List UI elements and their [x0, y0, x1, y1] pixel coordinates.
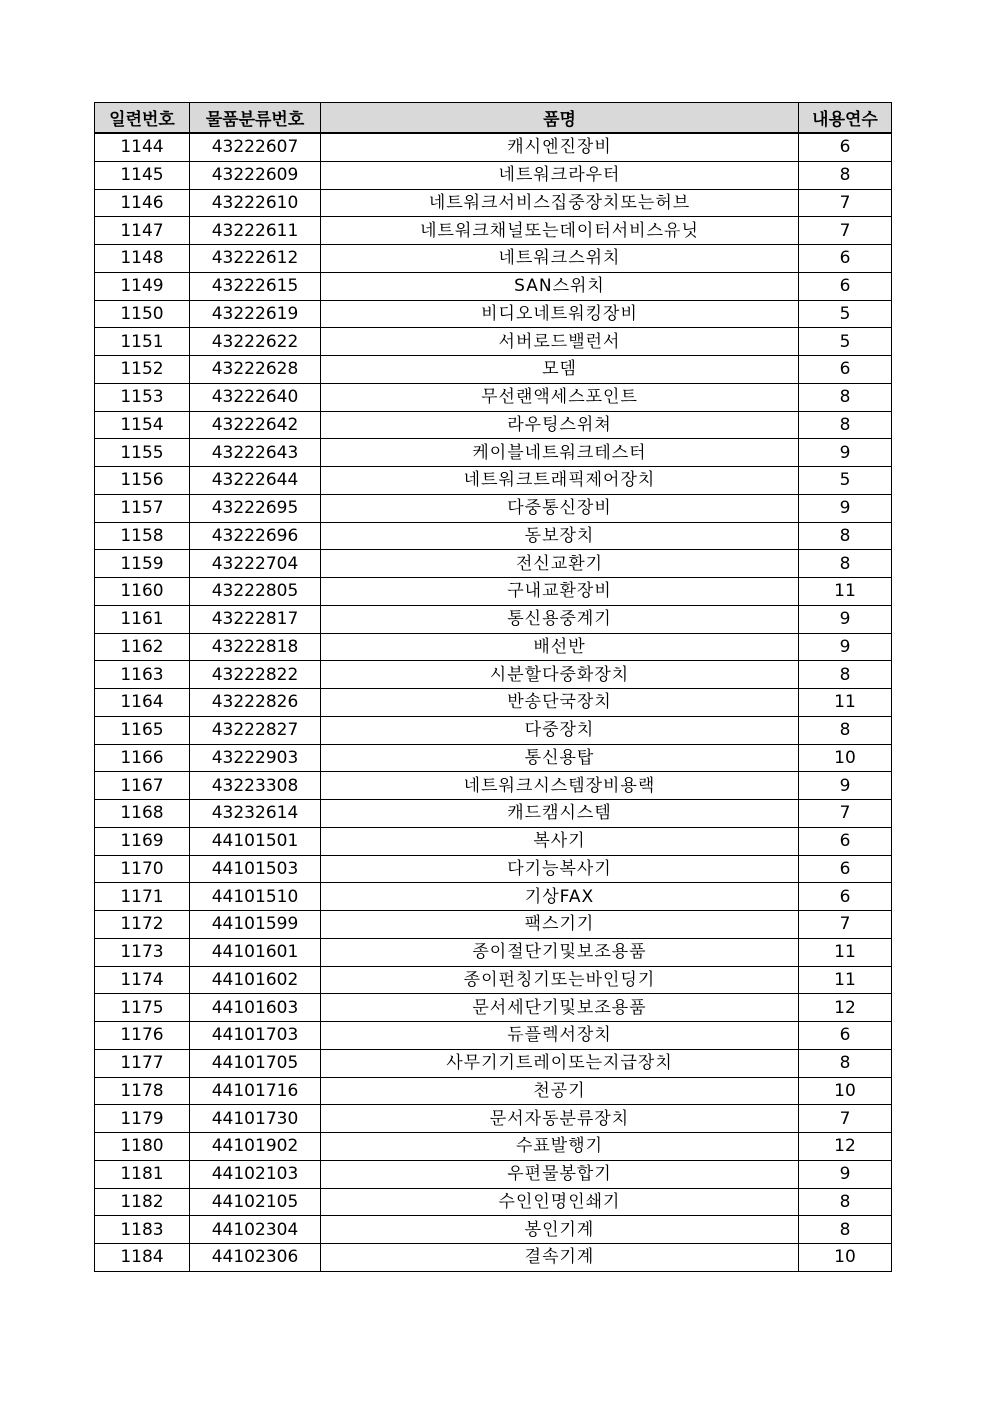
serial-number-cell: 1184: [95, 1244, 190, 1272]
classification-number-cell: 44101703: [190, 1022, 321, 1050]
classification-number-cell: 43222822: [190, 661, 321, 689]
table-row: [95, 550, 892, 578]
header-item-name: 품명: [321, 103, 799, 134]
item-name-cell: 네트워크라우터: [321, 161, 799, 189]
table-row: [95, 772, 892, 800]
classification-number-cell: 44101602: [190, 966, 321, 994]
serial-number-cell: 1182: [95, 1188, 190, 1216]
classification-number-cell: 43222644: [190, 467, 321, 495]
useful-life-cell: 8: [799, 661, 892, 689]
classification-number-cell: 44102304: [190, 1216, 321, 1244]
useful-life-cell: 8: [799, 1188, 892, 1216]
useful-life-cell: 7: [799, 217, 892, 245]
classification-number-cell: 44101603: [190, 994, 321, 1022]
classification-number-cell: 43222611: [190, 217, 321, 245]
useful-life-cell: 11: [799, 938, 892, 966]
table-row: [95, 716, 892, 744]
useful-life-cell: 8: [799, 1049, 892, 1077]
useful-life-cell: 9: [799, 605, 892, 633]
item-name-cell: 구내교환장비: [321, 578, 799, 606]
item-name-cell: 문서자동분류장치: [321, 1105, 799, 1133]
item-name-cell: 케이블네트워크테스터: [321, 439, 799, 467]
header-classification-number: 물품분류번호: [190, 103, 321, 134]
table-row: [95, 1216, 892, 1244]
serial-number-cell: 1178: [95, 1077, 190, 1105]
useful-life-cell: 6: [799, 883, 892, 911]
item-name-cell: 수표발행기: [321, 1133, 799, 1161]
serial-number-cell: 1146: [95, 189, 190, 217]
item-name-cell: 기상FAX: [321, 883, 799, 911]
table-row: [95, 994, 892, 1022]
table-row: [95, 966, 892, 994]
item-name-cell: 캐드캠시스템: [321, 800, 799, 828]
serial-number-cell: 1160: [95, 578, 190, 606]
classification-number-cell: 43222607: [190, 133, 321, 161]
table-row: [95, 494, 892, 522]
table-row: [95, 1077, 892, 1105]
serial-number-cell: 1147: [95, 217, 190, 245]
classification-number-cell: 43222818: [190, 633, 321, 661]
item-name-cell: 네트워크시스템장비용랙: [321, 772, 799, 800]
table-header: [95, 103, 892, 134]
serial-number-cell: 1149: [95, 272, 190, 300]
table-row: [95, 300, 892, 328]
serial-number-cell: 1168: [95, 800, 190, 828]
serial-number-cell: 1145: [95, 161, 190, 189]
classification-number-cell: 44102105: [190, 1188, 321, 1216]
table-row: [95, 1133, 892, 1161]
table-row: [95, 383, 892, 411]
item-name-cell: 다기능복사기: [321, 855, 799, 883]
useful-life-cell: 8: [799, 522, 892, 550]
serial-number-cell: 1171: [95, 883, 190, 911]
classification-number-cell: 43222619: [190, 300, 321, 328]
table-row: [95, 272, 892, 300]
classification-number-cell: 44101601: [190, 938, 321, 966]
useful-life-cell: 6: [799, 272, 892, 300]
useful-life-cell: 9: [799, 772, 892, 800]
serial-number-cell: 1150: [95, 300, 190, 328]
item-name-cell: 전신교환기: [321, 550, 799, 578]
serial-number-cell: 1162: [95, 633, 190, 661]
serial-number-cell: 1176: [95, 1022, 190, 1050]
table-row: [95, 911, 892, 939]
table-row: [95, 245, 892, 273]
table-row: [95, 605, 892, 633]
table-row: [95, 1105, 892, 1133]
serial-number-cell: 1153: [95, 383, 190, 411]
useful-life-cell: 5: [799, 328, 892, 356]
table-row: [95, 328, 892, 356]
header-useful-life: 내용연수: [799, 103, 892, 134]
classification-number-cell: 43222622: [190, 328, 321, 356]
useful-life-cell: 8: [799, 411, 892, 439]
useful-life-cell: 9: [799, 1160, 892, 1188]
item-name-cell: 문서세단기및보조용품: [321, 994, 799, 1022]
classification-number-cell: 44101705: [190, 1049, 321, 1077]
classification-number-cell: 43223308: [190, 772, 321, 800]
classification-number-cell: 43222612: [190, 245, 321, 273]
classification-number-cell: 43222704: [190, 550, 321, 578]
classification-number-cell: 44101501: [190, 827, 321, 855]
serial-number-cell: 1179: [95, 1105, 190, 1133]
item-name-cell: 복사기: [321, 827, 799, 855]
useful-life-cell: 11: [799, 578, 892, 606]
serial-number-cell: 1177: [95, 1049, 190, 1077]
serial-number-cell: 1169: [95, 827, 190, 855]
table-row: [95, 1188, 892, 1216]
useful-life-cell: 10: [799, 1244, 892, 1272]
classification-number-cell: 43222826: [190, 689, 321, 717]
classification-number-cell: 44101902: [190, 1133, 321, 1161]
item-name-cell: 다중장치: [321, 716, 799, 744]
serial-number-cell: 1151: [95, 328, 190, 356]
classification-number-cell: 43232614: [190, 800, 321, 828]
serial-number-cell: 1181: [95, 1160, 190, 1188]
serial-number-cell: 1180: [95, 1133, 190, 1161]
classification-number-cell: 43222615: [190, 272, 321, 300]
item-name-cell: 봉인기계: [321, 1216, 799, 1244]
serial-number-cell: 1158: [95, 522, 190, 550]
useful-life-cell: 8: [799, 550, 892, 578]
table-row: [95, 1160, 892, 1188]
useful-life-cell: 9: [799, 494, 892, 522]
table-row: [95, 439, 892, 467]
item-name-cell: 네트워크채널또는데이터서비스유닛: [321, 217, 799, 245]
table-row: [95, 578, 892, 606]
item-name-cell: 천공기: [321, 1077, 799, 1105]
serial-number-cell: 1148: [95, 245, 190, 273]
serial-number-cell: 1165: [95, 716, 190, 744]
item-name-cell: 종이절단기및보조용품: [321, 938, 799, 966]
item-name-cell: 듀플렉서장치: [321, 1022, 799, 1050]
useful-life-cell: 5: [799, 300, 892, 328]
table-row: [95, 855, 892, 883]
classification-number-cell: 43222903: [190, 744, 321, 772]
serial-number-cell: 1152: [95, 356, 190, 384]
item-name-cell: 통신용탑: [321, 744, 799, 772]
classification-number-cell: 43222642: [190, 411, 321, 439]
table-row: [95, 189, 892, 217]
useful-life-cell: 6: [799, 1022, 892, 1050]
serial-number-cell: 1144: [95, 133, 190, 161]
classification-number-cell: 43222640: [190, 383, 321, 411]
table-row: [95, 661, 892, 689]
item-name-cell: 비디오네트워킹장비: [321, 300, 799, 328]
table-row: [95, 827, 892, 855]
useful-life-cell: 12: [799, 994, 892, 1022]
serial-number-cell: 1163: [95, 661, 190, 689]
serial-number-cell: 1172: [95, 911, 190, 939]
serial-number-cell: 1155: [95, 439, 190, 467]
table-row: [95, 217, 892, 245]
classification-number-cell: 43222628: [190, 356, 321, 384]
item-name-cell: 캐시엔진장비: [321, 133, 799, 161]
useful-life-cell: 9: [799, 439, 892, 467]
table-row: [95, 744, 892, 772]
table-row: [95, 938, 892, 966]
serial-number-cell: 1161: [95, 605, 190, 633]
classification-number-cell: 43222610: [190, 189, 321, 217]
table-body: [95, 133, 892, 1271]
classification-number-cell: 43222643: [190, 439, 321, 467]
serial-number-cell: 1157: [95, 494, 190, 522]
useful-life-cell: 8: [799, 716, 892, 744]
item-name-cell: 라우팅스위쳐: [321, 411, 799, 439]
serial-number-cell: 1164: [95, 689, 190, 717]
useful-life-cell: 8: [799, 1216, 892, 1244]
classification-number-cell: 44101730: [190, 1105, 321, 1133]
item-name-cell: 팩스기기: [321, 911, 799, 939]
table-row: [95, 689, 892, 717]
item-name-cell: 결속기계: [321, 1244, 799, 1272]
item-name-cell: 반송단국장치: [321, 689, 799, 717]
useful-life-cell: 12: [799, 1133, 892, 1161]
useful-life-cell: 6: [799, 245, 892, 273]
classification-number-cell: 43222609: [190, 161, 321, 189]
item-name-cell: 다중통신장비: [321, 494, 799, 522]
item-name-cell: 사무기기트레이또는지급장치: [321, 1049, 799, 1077]
useful-life-cell: 11: [799, 689, 892, 717]
item-name-cell: 네트워크서비스집중장치또는허브: [321, 189, 799, 217]
table-row: [95, 133, 892, 161]
useful-life-cell: 10: [799, 744, 892, 772]
table-row: [95, 411, 892, 439]
serial-number-cell: 1159: [95, 550, 190, 578]
item-name-cell: 네트워크스위치: [321, 245, 799, 273]
item-name-cell: 시분할다중화장치: [321, 661, 799, 689]
header-serial-number: 일련번호: [95, 103, 190, 134]
serial-number-cell: 1173: [95, 938, 190, 966]
table-row: [95, 356, 892, 384]
useful-life-cell: 7: [799, 1105, 892, 1133]
item-name-cell: 모뎀: [321, 356, 799, 384]
serial-number-cell: 1166: [95, 744, 190, 772]
useful-life-cell: 8: [799, 383, 892, 411]
table-row: [95, 467, 892, 495]
useful-life-cell: 6: [799, 827, 892, 855]
table-row: [95, 161, 892, 189]
item-name-cell: 종이펀칭기또는바인딩기: [321, 966, 799, 994]
table-row: [95, 1049, 892, 1077]
classification-number-cell: 44102306: [190, 1244, 321, 1272]
table-row: [95, 1022, 892, 1050]
classification-number-cell: 44102103: [190, 1160, 321, 1188]
classification-number-cell: 44101599: [190, 911, 321, 939]
useful-life-cell: 5: [799, 467, 892, 495]
classification-number-cell: 44101503: [190, 855, 321, 883]
classification-number-cell: 43222805: [190, 578, 321, 606]
item-name-cell: 네트워크트래픽제어장치: [321, 467, 799, 495]
useful-life-cell: 7: [799, 911, 892, 939]
useful-life-cell: 6: [799, 356, 892, 384]
useful-life-cell: 11: [799, 966, 892, 994]
serial-number-cell: 1167: [95, 772, 190, 800]
item-name-cell: SAN스위치: [321, 272, 799, 300]
item-name-cell: 배선반: [321, 633, 799, 661]
item-name-cell: 통신용중계기: [321, 605, 799, 633]
table-row: [95, 522, 892, 550]
serial-number-cell: 1174: [95, 966, 190, 994]
classification-number-cell: 43222695: [190, 494, 321, 522]
classification-number-cell: 44101716: [190, 1077, 321, 1105]
serial-number-cell: 1183: [95, 1216, 190, 1244]
item-name-cell: 우편물봉합기: [321, 1160, 799, 1188]
useful-life-cell: 6: [799, 855, 892, 883]
table-row: [95, 800, 892, 828]
item-name-cell: 무선랜액세스포인트: [321, 383, 799, 411]
classification-number-cell: 43222817: [190, 605, 321, 633]
classification-number-cell: 44101510: [190, 883, 321, 911]
serial-number-cell: 1156: [95, 467, 190, 495]
item-name-cell: 서버로드밸런서: [321, 328, 799, 356]
table-row: [95, 883, 892, 911]
table-row: [95, 633, 892, 661]
useful-life-cell: 6: [799, 133, 892, 161]
serial-number-cell: 1175: [95, 994, 190, 1022]
useful-life-cell: 7: [799, 800, 892, 828]
header-row: [95, 103, 892, 134]
classification-number-cell: 43222696: [190, 522, 321, 550]
useful-life-cell: 7: [799, 189, 892, 217]
durable-years-table: [94, 102, 892, 1272]
serial-number-cell: 1154: [95, 411, 190, 439]
classification-number-cell: 43222827: [190, 716, 321, 744]
useful-life-cell: 10: [799, 1077, 892, 1105]
item-name-cell: 수인인명인쇄기: [321, 1188, 799, 1216]
useful-life-cell: 8: [799, 161, 892, 189]
item-name-cell: 동보장치: [321, 522, 799, 550]
useful-life-cell: 9: [799, 633, 892, 661]
table-row: [95, 1244, 892, 1272]
serial-number-cell: 1170: [95, 855, 190, 883]
